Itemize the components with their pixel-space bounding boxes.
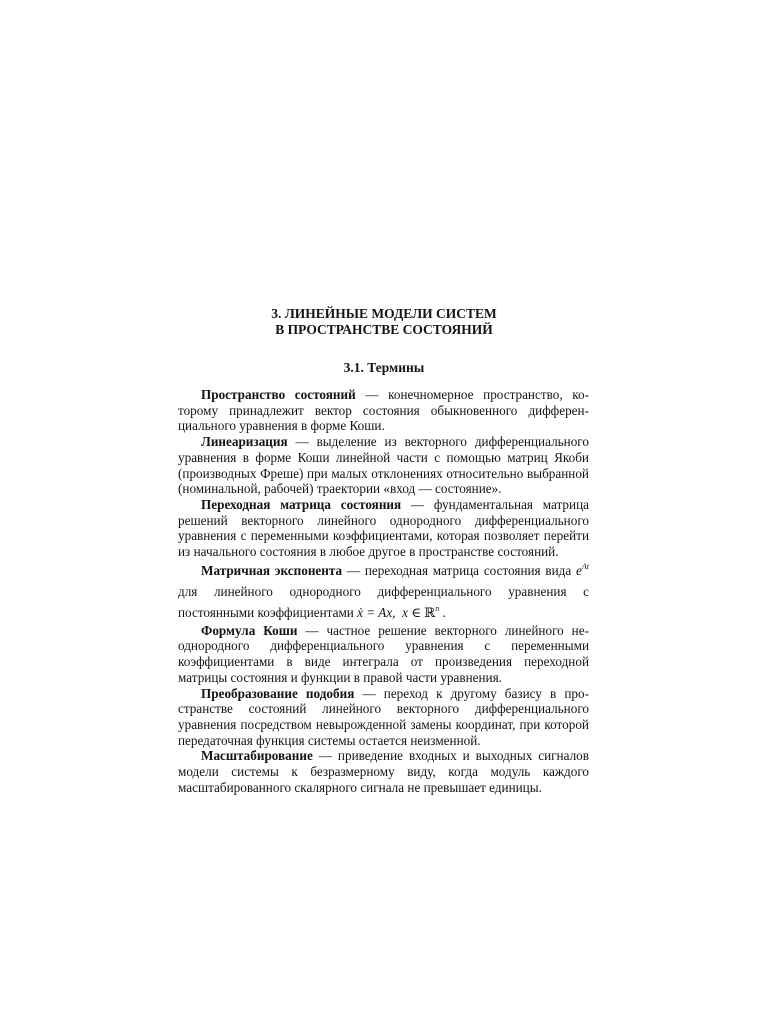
chapter-title-line-2: В ПРОСТРАНСТВЕ СОСТОЯНИЙ xyxy=(275,322,493,337)
term-entry-matrix-exponential xyxy=(178,560,589,623)
math-state-space-membership xyxy=(402,605,439,620)
term-definition: — выделение из векторного дифференциального уравнения в форме Коши линейной части с помощью матриц Якоби (производных Фреше) при малых отклонениях относительно выбранной (номинальной, рабочей) траектории «вход — состояние». xyxy=(178,434,589,497)
terms-list xyxy=(178,387,589,795)
chapter-title xyxy=(0,306,768,338)
term-entry-scaling xyxy=(178,748,589,795)
chapter-title-line-1: 3. ЛИНЕЙНЫЕ МОДЕЛИ СИСТЕМ xyxy=(271,306,497,321)
term-definition: — конечномерное пространство, которому принадлежит вектор состояния обыкновенного дифференциального уравнения в форме Коши. xyxy=(178,387,589,434)
term-entry-state-space xyxy=(178,387,589,434)
term-definition-part-1: — переходная матрица состояния вида xyxy=(342,562,577,578)
term-definition: — частное решение векторного линейного неоднородного дифференциального уравнения с переменными коэффициентами в виде интеграла от произведения переходной матрицы состояния и функции в правой части уравнения. xyxy=(178,622,590,685)
math-exp-power: At xyxy=(581,561,589,571)
term-name: Пространство состояний xyxy=(201,387,356,402)
term-definition: — фундаментальная матрица решений векторного линейного однородного дифференциального уравнения с переменными коэффициентами, которая позволяет перейти из начального состояния в любое другое в пространстве состояний. xyxy=(178,496,589,560)
math-set-power: n xyxy=(435,603,440,613)
term-name: Линеаризация xyxy=(201,434,288,450)
term-name: Масштабирование xyxy=(201,748,313,764)
term-name: Переходная матрица состояния xyxy=(201,496,402,512)
term-definition-part-2: для линейного однородного дифференциального уравнения с постоянными коэффициентами xyxy=(178,583,589,620)
term-entry-similarity-transform xyxy=(178,686,589,749)
term-entry-transition-matrix xyxy=(178,497,589,560)
section-title: 3.1. Термины xyxy=(343,360,425,375)
term-entry-linearization xyxy=(178,434,589,497)
term-definition: — переход к другому базису в пространстве состояний линейного векторного дифференциального уравнения посредством невырожденной замены координат, при которой передаточная функция системы остается неизменной. xyxy=(178,685,590,748)
term-definition: — приведение входных и выходных сигналов модели системы к безразмерному виду, когда модуль каждого масштабированного скалярного сигнала не превышает единицы. xyxy=(178,748,589,795)
term-entry-cauchy-formula xyxy=(178,623,589,686)
term-name: Матричная экспонента xyxy=(201,562,343,578)
term-definition-part-3: . xyxy=(439,604,446,620)
term-name: Формула Коши xyxy=(201,622,298,638)
math-exp-base: e xyxy=(576,562,582,578)
real-numbers-symbol: ℝ xyxy=(424,604,436,620)
math-matrix-exponential xyxy=(576,563,589,578)
math-set-variable: x ∈ xyxy=(402,604,425,620)
term-name: Преобразование подобия xyxy=(201,685,355,701)
math-state-equation: ẋ = Ax, xyxy=(357,604,396,620)
